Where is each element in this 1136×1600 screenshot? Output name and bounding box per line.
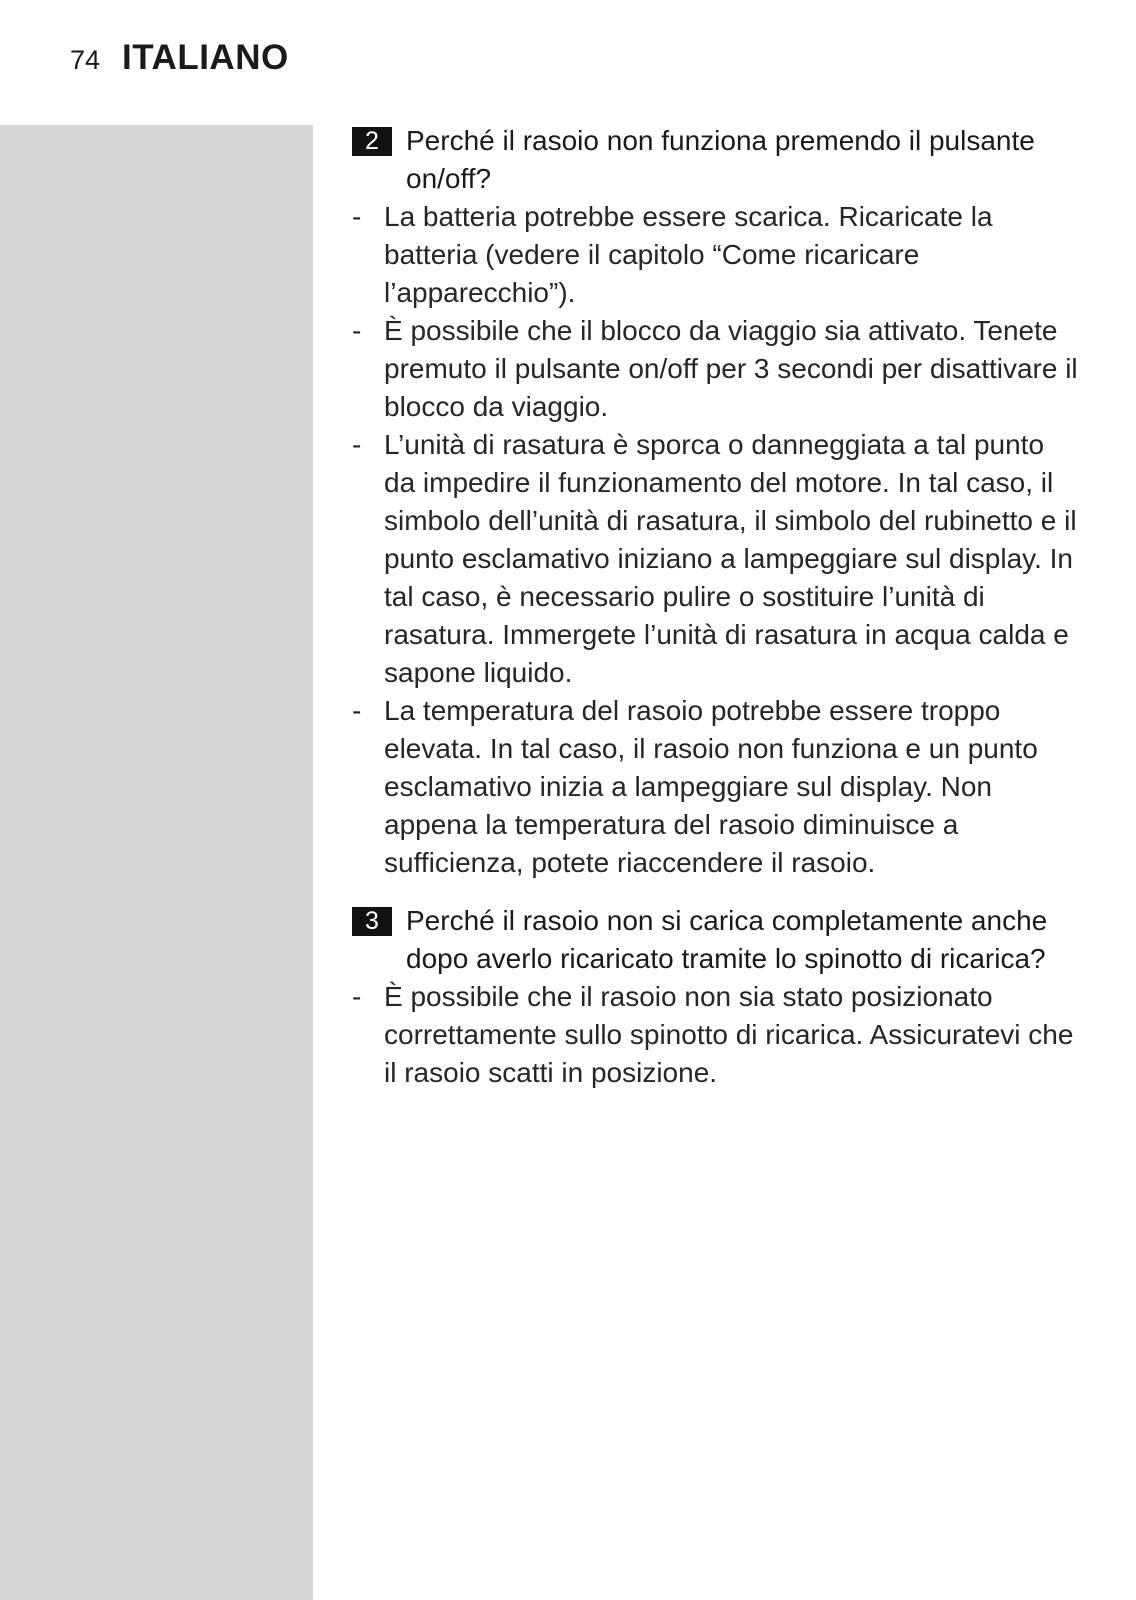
answer-text: La temperatura del rasoio potrebbe essere troppo elevata. In tal caso, il rasoio non funziona e un punto esclamativo inizia a lampeggiare sul display. Non appena la temperatura del rasoio diminuisce a sufficienza, potete riaccendere il rasoio. bbox=[384, 695, 1038, 878]
grey-sidebar bbox=[0, 125, 313, 1600]
answer-text: È possibile che il blocco da viaggio sia attivato. Tenete premuto il pulsante on/off per 3 secondi per disattivare il blocco da viaggio. bbox=[384, 315, 1078, 422]
answer-item bbox=[352, 692, 1082, 882]
page-number: 74 bbox=[70, 45, 101, 75]
answer-item bbox=[352, 978, 1082, 1092]
answer-text: La batteria potrebbe essere scarica. Ricaricate la batteria (vedere il capitolo “Come ricaricare l’apparecchio”). bbox=[384, 201, 993, 308]
dash-bullet: - bbox=[352, 695, 362, 726]
answer-list bbox=[352, 978, 1082, 1092]
dash-bullet: - bbox=[352, 315, 362, 346]
question-number-badge: 3 bbox=[352, 907, 392, 936]
question bbox=[352, 902, 1082, 978]
qa-block-3 bbox=[352, 902, 1082, 1092]
dash-bullet: - bbox=[352, 429, 362, 460]
answer-text: L’unità di rasatura è sporca o danneggiata a tal punto da impedire il funzionamento del motore. In tal caso, il simbolo dell’unità di rasatura, il simbolo del rubinetto e il punto esclamativo iniziano a lampeggiare sul display. In tal caso, è necessario pulire o sostituire l’unità di rasatura. Immergete l’unità di rasatura in acqua calda e sapone liquido. bbox=[384, 429, 1077, 688]
answer-item bbox=[352, 198, 1082, 312]
question-number-badge: 2 bbox=[352, 127, 392, 156]
question-text: Perché il rasoio non funziona premendo il pulsante on/off? bbox=[406, 125, 1035, 194]
question bbox=[352, 122, 1082, 198]
section-title: ITALIANO bbox=[122, 38, 289, 77]
section-spacer bbox=[352, 882, 1082, 902]
troubleshooting-content bbox=[352, 122, 1082, 1092]
dash-bullet: - bbox=[352, 201, 362, 232]
answer-list bbox=[352, 198, 1082, 882]
qa-block-2 bbox=[352, 122, 1082, 882]
answer-text: È possibile che il rasoio non sia stato posizionato correttamente sullo spinotto di ricarica. Assicuratevi che il rasoio scatti in posizione. bbox=[384, 981, 1074, 1088]
page-header bbox=[70, 38, 289, 88]
answer-item bbox=[352, 426, 1082, 692]
answer-item bbox=[352, 312, 1082, 426]
dash-bullet: - bbox=[352, 981, 362, 1012]
question-text: Perché il rasoio non si carica completamente anche dopo averlo ricaricato tramite lo spinotto di ricarica? bbox=[406, 905, 1048, 974]
